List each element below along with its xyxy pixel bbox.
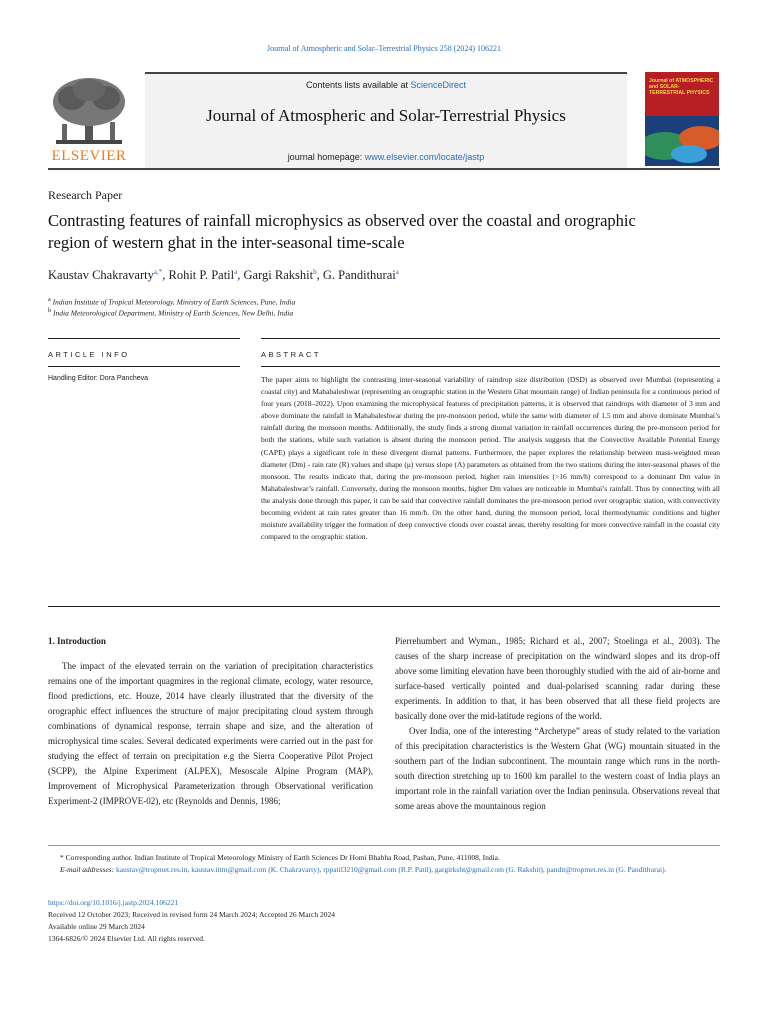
author-affiliation-mark[interactable]: b: [313, 268, 317, 276]
journal-title: Journal of Atmospheric and Solar-Terrestrial Physics: [206, 106, 566, 125]
author-affiliation-mark[interactable]: a: [234, 268, 238, 276]
intro-paragraph: Pierrehumbert and Wyman., 1985; Richard et al., 2007; Stoelinga et al., 2003). The causes of the sharp increase of precipitation on the windward slopes and its drop-off above some limiting elevation have been thoroughly studied with the aid of air-borne and surface-based vertically pointed and dual-polarised scanning radar during these experiments. In addition to that, it has been observed that all these field projects are basically done over the mid-latitude regions of the world.: [395, 636, 720, 721]
affiliation-mark: b: [48, 307, 52, 314]
abstract-bottom-rule: [48, 606, 720, 607]
journal-cover-thumbnail[interactable]: [645, 72, 719, 166]
author[interactable]: G. Pandithurai: [322, 268, 396, 283]
author-list: [48, 268, 399, 283]
doi-link[interactable]: https://doi.org/10.1016/j.jastp.2024.106221: [48, 898, 179, 907]
cover-title: Journal of ATMOSPHERIC and SOLAR-TERRESTRIAL PHYSICS: [649, 78, 714, 96]
homepage-link[interactable]: www.elsevier.com/locate/jastp: [364, 152, 485, 162]
affiliation: [48, 307, 293, 318]
contents-prefix: Contents lists available at: [305, 80, 411, 90]
affiliation-text: India Meteorological Department, Ministry of Earth Sciences, New Delhi, India: [53, 308, 294, 318]
author-affiliation-mark[interactable]: a,*: [153, 268, 163, 276]
author[interactable]: Gargi Rakshit: [243, 268, 314, 283]
abstract-top-rule: [261, 338, 720, 339]
article-info-heading: ARTICLE INFO: [48, 350, 130, 359]
abstract-rule: [261, 366, 720, 367]
homepage-line: [145, 152, 627, 162]
article-info-top-rule: [48, 338, 240, 339]
intro-left-column: [48, 659, 373, 809]
author[interactable]: Kaustav Chakravarty: [48, 268, 154, 283]
author-separator: ,: [316, 268, 323, 283]
section-heading-introduction: 1. Introduction: [48, 636, 106, 646]
available-online: Available online 29 March 2024: [48, 922, 145, 931]
email-list[interactable]: kaustav@tropmet.res.in, kaustav.iitm@gmail.com (K. Chakravarty), rppatil3210@gmail.com (R.P. Patil), gargirksht@gmail.com (G. Rakshit), pandit@tropmet.res.in (G. Pandithurai).: [115, 865, 667, 874]
intro-paragraph: The impact of the elevated terrain on the variation of precipitation characteristics remains one of the important quagmires in the regional climate, ecology, water resource, flood predictions, etc. Houze, 2014 have clearly illustrated that the diversity of the orographic effect influences the structure of major precipitating cloud system through combinations of dynamical response, terrain shape and size, and the alteration of microphysical time scales. Several dedicated experiments were carried out in the past for studying the effect of terrain on precipitation e.g the Sierra Cooperative Pilot Project (SCPP), the Alpine Experiment (ALPEX), Mesoscale Alpine Program (MAP), Improvement of Microphysical Parameterization through Observational verification Experiment-2 (IMPROVE-02), etc (Reynolds and Dennis, 1986;: [48, 661, 373, 806]
publisher-wordmark: ELSEVIER: [51, 148, 127, 164]
author-separator: ,: [162, 268, 169, 283]
email-label: E-mail addresses:: [60, 865, 115, 874]
copyright: 1364-6826/© 2024 Elsevier Ltd. All rights reserved.: [48, 934, 205, 943]
sciencedirect-link[interactable]: ScienceDirect: [410, 80, 467, 90]
contents-line: [145, 80, 627, 90]
affiliation-text: Indian Institute of Tropical Meteorology, Ministry of Earth Sciences, Pune, India: [52, 297, 296, 307]
affiliation: [48, 296, 295, 307]
header-divider: [48, 168, 720, 170]
email-addresses: [48, 864, 720, 876]
handling-editor: Handling Editor: Dora Pancheva: [48, 375, 149, 382]
abstract-heading: ABSTRACT: [261, 350, 322, 359]
article-title: Contrasting features of rainfall microphysics as observed over the coastal and orographic region of western ghat in the inter-seasonal time-scale: [48, 211, 636, 252]
homepage-prefix: journal homepage:: [287, 152, 365, 162]
intro-right-column: [395, 634, 720, 814]
author-affiliation-mark[interactable]: a: [395, 268, 399, 276]
article-type: Research Paper: [48, 188, 123, 202]
footnote-rule: [48, 845, 720, 846]
received-dates: Received 12 October 2023; Received in revised form 24 March 2024; Accepted 26 March 2024: [48, 910, 335, 919]
running-header[interactable]: Journal of Atmospheric and Solar–Terrestrial Physics 258 (2024) 106221: [266, 44, 502, 53]
author-separator: ,: [237, 268, 244, 283]
affiliation-mark: a: [48, 296, 51, 303]
abstract-text: The paper aims to highlight the contrasting inter-seasonal variability of raindrop size distribution (DSD) as observed over Mumbai (representing a coastal city) and Mahabaleshwar (representing an orographic station in the Western Ghat mountain range) of Indian peninsula for a continuous period of four years (2018–2022). Upon examining the microphysical features of precipitation patterns, it is observed that raindrops with diameter of 3 mm and above dominate the rainfall in Mahabaleshwar during the pre-monsoon period, while the same with diameter of 1.5 mm and above dominate Mumbai’s rainfall during the monsoon months. Additionally, the study finds a strong diurnal variation in rainfall occurrences during the pre-monsoon period for both the stations, while such variation is absent during the monsoon period. The analysis suggests that the Convective Available Potential Energy (CAPE) plays a significant role in these divergent diurnal patterns. Furthermore, the paper explores the relationship between mass-weighted mean diameter (Dm) - rain rate (R) values and shape (μ) versus slope (Λ) parameters as obtained from the two stations during the inter-seasonal phases of the monsoon. The results indicate that, during the pre-monsoon period, higher rain intensities (>16 mm/h) correspond to a dominant Dm value in Mahabaleshwar’s rainfall. Conversely, during the monsoon months, higher Dm values are noticeable in Mumbai’s rainfall. Thus by connecting with all the analysis done through this paper, it can be said that convective rainfall dominates the pre-monsoon period over orographic station, with convectivity becoming evident at rain rates greater than 16 mm/h. On the other hand, during the monsoon period, local thermodynamic conditions and higher moisture availability trigger the formation of deep convective clouds over coastal areas, thereby resulting for more convective rainfall in the coastal city compared to the orographic station.: [261, 375, 720, 542]
author[interactable]: Rohit P. Patil: [168, 268, 235, 283]
intro-paragraph: Over India, one of the interesting “Archetype” areas of study related to the variation of this precipitation characteristics is the Western Ghat (WG) mountain situated in the southern part of the Indian subcontinent. The mountain range which runs in the north-south direction stretching up to 1600 km parallel to the western coast of India plays an important role in the rainfall variation over the Indian peninsula. Observations reveal that some areas above the mountainous region: [395, 726, 720, 811]
corresponding-author-note: * Corresponding author. Indian Institute of Tropical Meteorology Ministry of Earth Sciences Dr Homi Bhabha Road, Pashan, Pune, 411008, India.: [60, 853, 500, 862]
article-info-rule: [48, 366, 240, 367]
